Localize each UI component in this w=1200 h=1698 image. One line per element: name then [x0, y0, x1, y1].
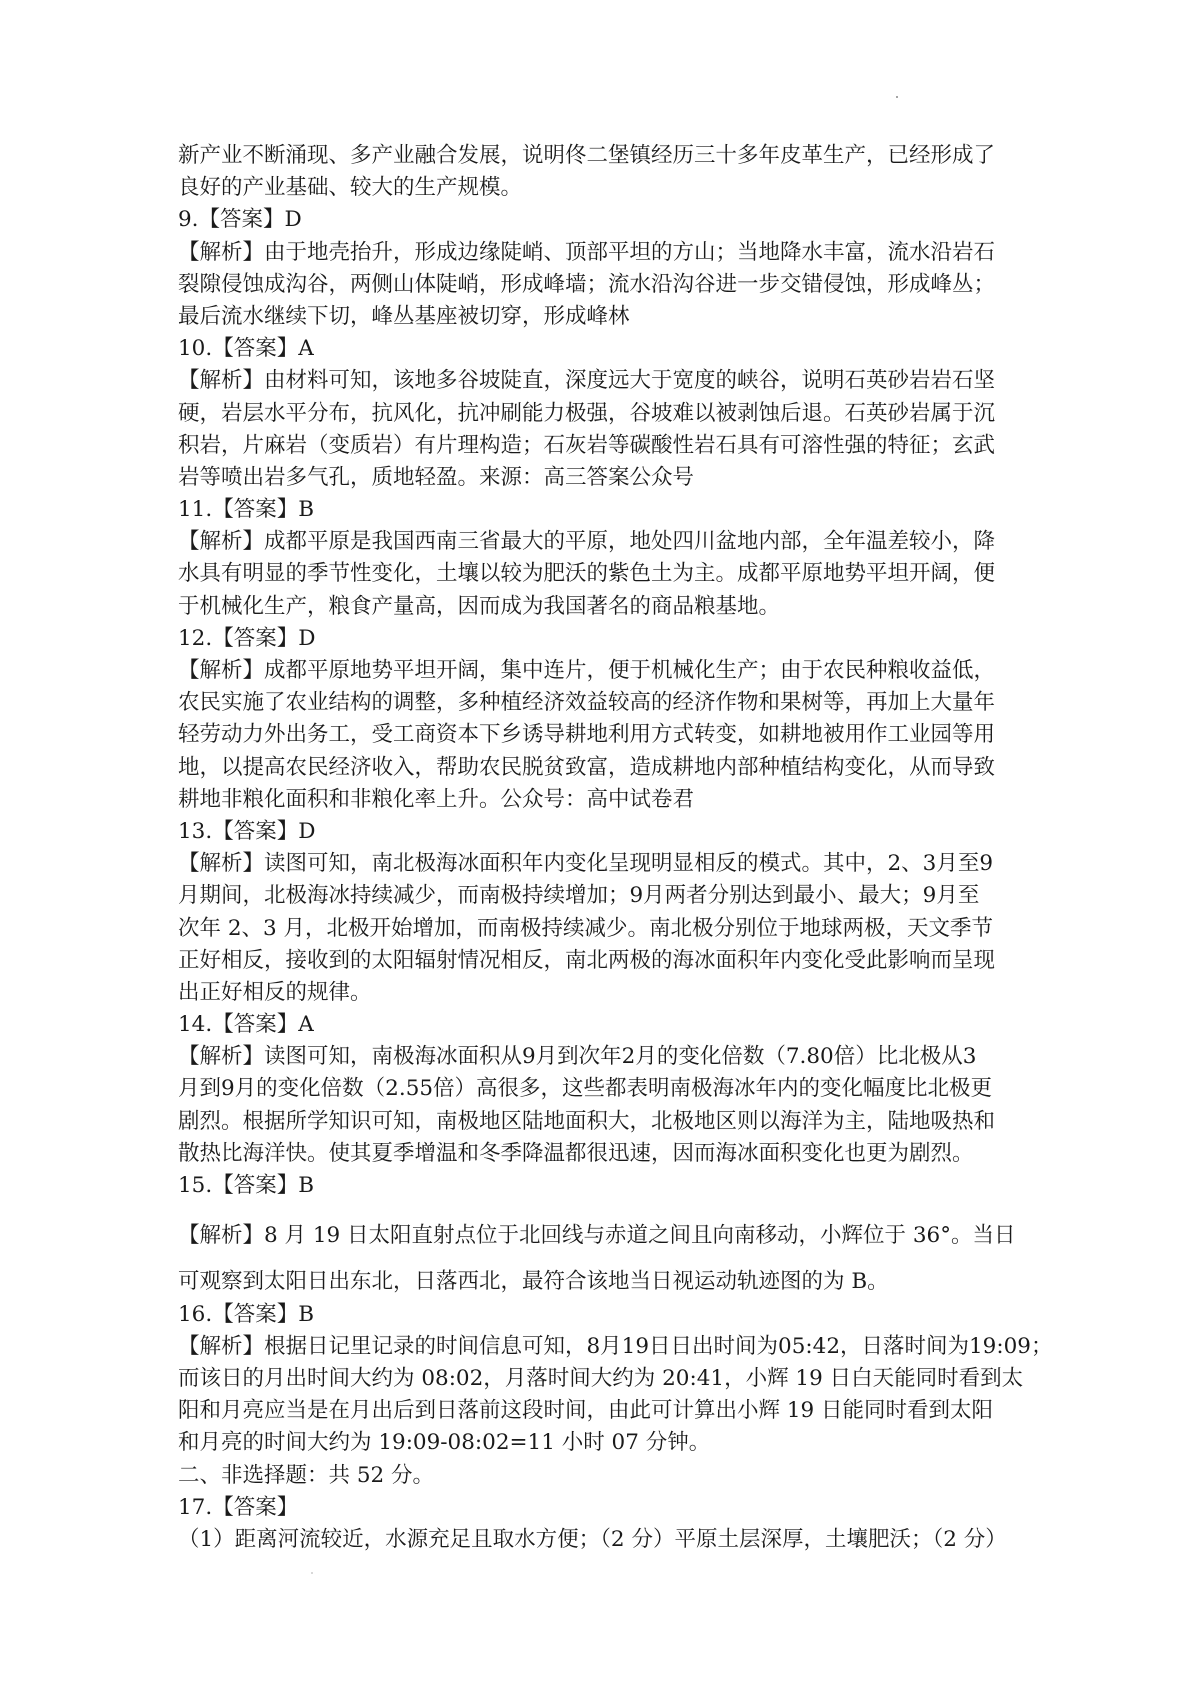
- analysis-line: 【解析】读图可知，南北极海冰面积年内变化呈现明显相反的模式。其中，2、3月至9: [178, 851, 994, 877]
- answer-heading-15: 15.【答案】B: [178, 1173, 314, 1198]
- text-line: 新产业不断涌现、多产业融合发展，说明佟二堡镇经历三十多年皮革生产，已经形成了: [178, 143, 996, 168]
- answer-heading-11: 11.【答案】B: [178, 497, 314, 523]
- text-line: 岩等喷出岩多气孔，质地轻盈。来源：高三答案公众号: [178, 464, 695, 490]
- answer-heading-9: 9.【答案】D: [178, 207, 302, 233]
- answer-heading-17: 17.【答案】: [178, 1494, 299, 1520]
- scan-speck: [311, 1572, 313, 1574]
- answer-heading-13: 13.【答案】D: [178, 818, 316, 844]
- analysis-line: 【解析】读图可知，南极海冰面积从9月到次年2月的变化倍数（7.80倍）比北极从3: [178, 1044, 977, 1070]
- scan-speck: [896, 96, 898, 98]
- text-line: 而该日的月出时间大约为 08:02，月落时间大约为 20:41，小辉 19 日白天能同时看到太: [178, 1365, 1024, 1391]
- analysis-line: 【解析】8 月 19 日太阳直射点位于北回线与赤道之间且向南移动，小辉位于 36°。当日: [178, 1223, 1016, 1249]
- analysis-line: 【解析】由于地壳抬升，形成边缘陡峭、顶部平坦的方山；当地降水丰富，流水沿岩石: [178, 239, 996, 265]
- answer-heading-10: 10.【答案】A: [178, 336, 314, 362]
- text-line: 散热比海洋快。使其夏季增温和冬季降温都很迅速，因而海冰面积变化也更为剧烈。: [178, 1140, 974, 1166]
- text-line: 最后流水继续下切，峰丛基座被切穿，形成峰林: [178, 303, 630, 329]
- text-line: 农民实施了农业结构的调整，多种植经济效益较高的经济作物和果树等，再加上大量年: [178, 690, 996, 716]
- text-line: 剧烈。根据所学知识可知，南极地区陆地面积大，北极地区则以海洋为主，陆地吸热和: [178, 1108, 996, 1134]
- text-line: 阳和月亮应当是在月出后到日落前这段时间，由此可计算出小辉 19 日能同时看到太阳: [178, 1398, 994, 1424]
- analysis-line: 【解析】成都平原是我国西南三省最大的平原，地处四川盆地内部，全年温差较小，降: [178, 529, 996, 555]
- text-line: 出正好相反的规律。: [178, 979, 372, 1005]
- text-line: 正好相反，接收到的太阳辐射情况相反，南北两极的海冰面积年内变化受此影响而呈现: [178, 947, 996, 973]
- text-line: 月期间，北极海冰持续减少，而南极持续增加；9月两者分别达到最小、最大；9月至: [178, 883, 980, 909]
- text-line: 水具有明显的季节性变化，土壤以较为肥沃的紫色土为主。成都平原地势平坦开阔，便: [178, 561, 996, 587]
- answer-heading-14: 14.【答案】A: [178, 1012, 314, 1038]
- text-line: 于机械化生产，粮食产量高，因而成为我国著名的商品粮基地。: [178, 593, 781, 619]
- text-line: 轻劳动力外出务工，受工商资本下乡诱导耕地利用方式转变，如耕地被用作工业园等用: [178, 722, 996, 748]
- answer-heading-16: 16.【答案】B: [178, 1301, 314, 1327]
- analysis-line: 【解析】由材料可知，该地多谷坡陡直，深度远大于宽度的峡谷，说明石英砂岩岩石坚: [178, 368, 996, 394]
- text-line: 良好的产业基础、较大的生产规模。: [178, 175, 523, 201]
- text-line: 积岩，片麻岩（变质岩）有片理构造；石灰岩等碳酸性岩石具有可溶性强的特征；玄武: [178, 432, 996, 458]
- text-line: 次年 2、3 月，北极开始增加，而南极持续减少。南北极分别位于地球两极，天文季节: [178, 915, 994, 941]
- text-line: 地，以提高农民经济收入，帮助农民脱贫致富，造成耕地内部种植结构变化，从而导致: [178, 754, 996, 780]
- answer-text-body: [178, 140, 1053, 1556]
- analysis-line: 【解析】成都平原地势平坦开阔，集中连片，便于机械化生产；由于农民种粮收益低，: [178, 658, 996, 683]
- text-line: 和月亮的时间大约为 19:09-08:02=11 小时 07 分钟。: [178, 1430, 711, 1456]
- answer-heading-12: 12.【答案】D: [178, 625, 316, 651]
- text-line: 月到9月的变化倍数（2.55倍）高很多，这些都表明南极海冰年内的变化幅度比北极更: [178, 1076, 993, 1102]
- text-line: （1）距离河流较近，水源充足且取水方便；（2 分）平原土层深厚，土壤肥沃；（2 分）: [178, 1526, 1007, 1552]
- analysis-line: 【解析】根据日记里记录的时间信息可知，8月19日日出时间为05:42，日落时间为19:09；: [178, 1333, 1053, 1359]
- text-line: 耕地非粮化面积和非粮化率上升。公众号：高中试卷君: [178, 786, 695, 812]
- section-heading: 二、非选择题：共 52 分。: [178, 1462, 435, 1488]
- text-line: 可观察到太阳日出东北，日落西北，最符合该地当日视运动轨迹图的为 B。: [178, 1269, 889, 1295]
- text-line: 硬，岩层水平分布，抗风化，抗冲刷能力极强，谷坡难以被剥蚀后退。石英砂岩属于沉: [178, 400, 996, 426]
- text-line: 裂隙侵蚀成沟谷，两侧山体陡峭，形成峰墙；流水沿沟谷进一步交错侵蚀，形成峰丛；: [178, 271, 996, 297]
